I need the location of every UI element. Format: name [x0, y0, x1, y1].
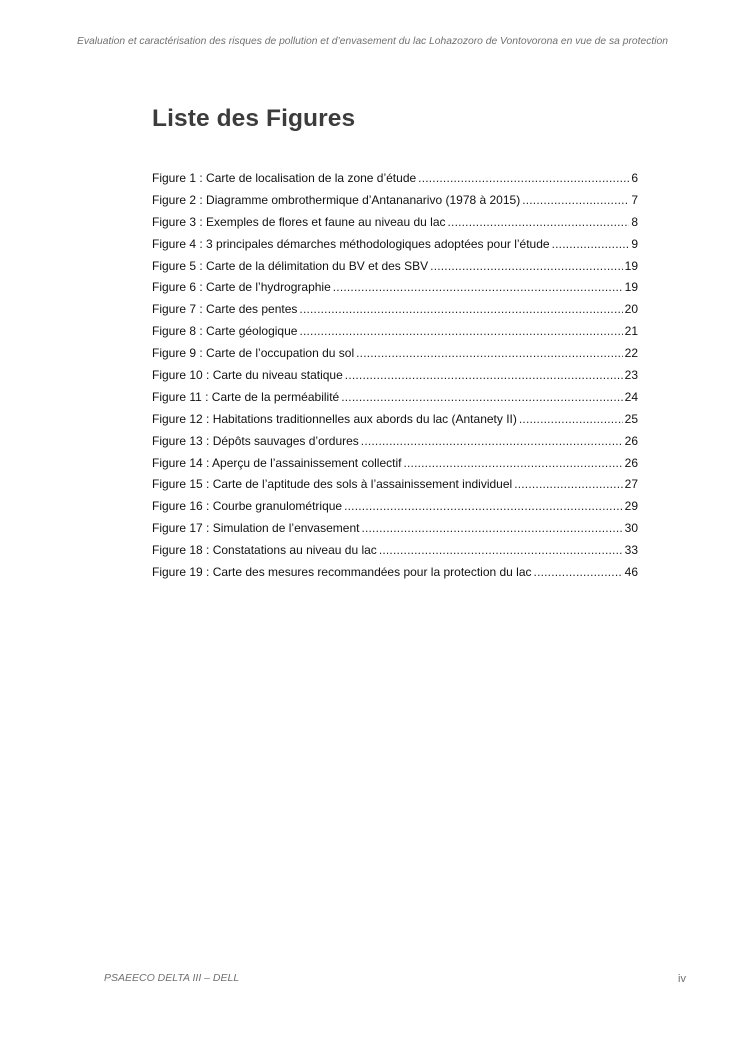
toc-entry-label[interactable]: Figure 1 : Carte de localisation de la zone d’étude	[152, 171, 417, 185]
toc-entry[interactable]	[152, 259, 638, 281]
toc-entry-label[interactable]: Figure 17 : Simulation de l’envasement	[152, 521, 360, 536]
toc-dot-leader	[519, 412, 623, 426]
toc-entry-label[interactable]: Figure 18 : Constatations au niveau du lac	[152, 543, 377, 558]
toc-entry-page[interactable]: 26	[624, 455, 638, 470]
toc-dot-leader	[361, 434, 623, 448]
toc-entry-page[interactable]: 29	[624, 499, 638, 514]
toc-dot-leader	[403, 456, 622, 470]
toc-entry[interactable]	[152, 324, 638, 346]
toc-entry-label[interactable]: Figure 7 : Carte des pentes	[152, 302, 298, 317]
toc-entry-page[interactable]: 7	[631, 192, 638, 207]
toc-entry[interactable]	[152, 346, 638, 368]
toc-entry-page[interactable]: 46	[624, 565, 638, 580]
toc-entry-page[interactable]: 24	[624, 389, 638, 404]
toc-entry[interactable]	[152, 193, 638, 215]
toc-entry-label[interactable]: Figure 5 : Carte de la délimitation du BV et des SBV	[152, 258, 429, 273]
toc-entry-label[interactable]: Figure 11 : Carte de la perméabilité	[152, 389, 340, 404]
running-header: Evaluation et caractérisation des risques de pollution et d’envasement du lac Lohazozoro de Vontovorona en vue de sa protection	[77, 36, 668, 47]
toc-entry-label[interactable]: Figure 19 : Carte des mesures recommandées pour la protection du lac	[152, 565, 532, 580]
toc-entry[interactable]	[152, 215, 638, 237]
toc-dot-leader	[552, 237, 630, 251]
toc-dot-leader	[344, 499, 623, 513]
toc-entry-label[interactable]: Figure 10 : Carte du niveau statique	[152, 368, 343, 383]
toc-entry[interactable]	[152, 499, 638, 521]
toc-entry[interactable]	[152, 368, 638, 390]
toc-entry-label[interactable]: Figure 3 : Exemples de flores et faune au niveau du lac	[152, 214, 446, 229]
toc-dot-leader	[522, 193, 629, 207]
toc-entry[interactable]	[152, 543, 638, 565]
toc-dot-leader	[345, 368, 623, 382]
toc-dot-leader	[430, 259, 622, 273]
toc-entry-label[interactable]: Figure 15 : Carte de l’aptitude des sols à l’assainissement individuel	[152, 477, 513, 492]
toc-entry-label[interactable]: Figure 12 : Habitations traditionnelles aux abords du lac (Antanety II)	[152, 411, 517, 426]
toc-dot-leader	[448, 215, 630, 229]
toc-entry-page[interactable]: 8	[631, 214, 638, 229]
toc-entry-label[interactable]: Figure 13 : Dépôts sauvages d’ordures	[152, 433, 359, 448]
list-of-figures	[152, 171, 638, 587]
toc-entry-page[interactable]: 20	[624, 302, 638, 317]
toc-entry[interactable]	[152, 237, 638, 259]
toc-entry-page[interactable]: 21	[624, 324, 638, 339]
toc-entry-label[interactable]: Figure 14 : Aperçu de l’assainissement collectif	[152, 455, 402, 470]
toc-entry-page[interactable]: 22	[624, 346, 638, 361]
toc-entry-label[interactable]: Figure 9 : Carte de l’occupation du sol	[152, 346, 355, 361]
toc-entry[interactable]	[152, 521, 638, 543]
toc-dot-leader	[514, 477, 622, 491]
toc-entry[interactable]	[152, 302, 638, 324]
toc-entry-page[interactable]: 6	[631, 171, 638, 185]
footer-project-label: PSAEECO DELTA III – DELL	[104, 972, 240, 984]
toc-entry[interactable]	[152, 477, 638, 499]
toc-entry-label[interactable]: Figure 2 : Diagramme ombrothermique d’Antananarivo (1978 à 2015)	[152, 192, 521, 207]
toc-dot-leader	[418, 171, 629, 185]
toc-dot-leader	[379, 543, 623, 557]
toc-entry[interactable]	[152, 171, 638, 193]
toc-entry-page[interactable]: 19	[624, 280, 638, 295]
toc-entry-page[interactable]: 23	[624, 368, 638, 383]
toc-entry-page[interactable]: 25	[624, 411, 638, 426]
toc-dot-leader	[299, 302, 622, 316]
toc-dot-leader	[356, 346, 623, 360]
toc-dot-leader	[361, 521, 622, 535]
toc-entry[interactable]	[152, 565, 638, 587]
toc-dot-leader	[534, 565, 623, 579]
toc-entry[interactable]	[152, 390, 638, 412]
toc-entry-page[interactable]: 27	[624, 477, 638, 492]
toc-entry-label[interactable]: Figure 8 : Carte géologique	[152, 324, 298, 339]
toc-entry[interactable]	[152, 434, 638, 456]
toc-entry-label[interactable]: Figure 4 : 3 principales démarches méthodologiques adoptées pour l’étude	[152, 236, 550, 251]
toc-dot-leader	[299, 324, 622, 338]
toc-dot-leader	[341, 390, 622, 404]
page-title: Liste des Figures	[152, 105, 356, 132]
toc-entry-page[interactable]: 33	[624, 543, 638, 558]
toc-entry-page[interactable]: 26	[624, 433, 638, 448]
toc-entry-page[interactable]: 19	[624, 258, 638, 273]
toc-entry-label[interactable]: Figure 16 : Courbe granulométrique	[152, 499, 343, 514]
toc-entry-page[interactable]: 30	[624, 521, 638, 536]
toc-entry[interactable]	[152, 412, 638, 434]
footer-page-number: iv	[678, 973, 686, 985]
toc-entry[interactable]	[152, 456, 638, 478]
toc-entry[interactable]	[152, 280, 638, 302]
toc-dot-leader	[333, 280, 623, 294]
toc-entry-label[interactable]: Figure 6 : Carte de l’hydrographie	[152, 280, 331, 295]
toc-entry-page[interactable]: 9	[631, 236, 638, 251]
